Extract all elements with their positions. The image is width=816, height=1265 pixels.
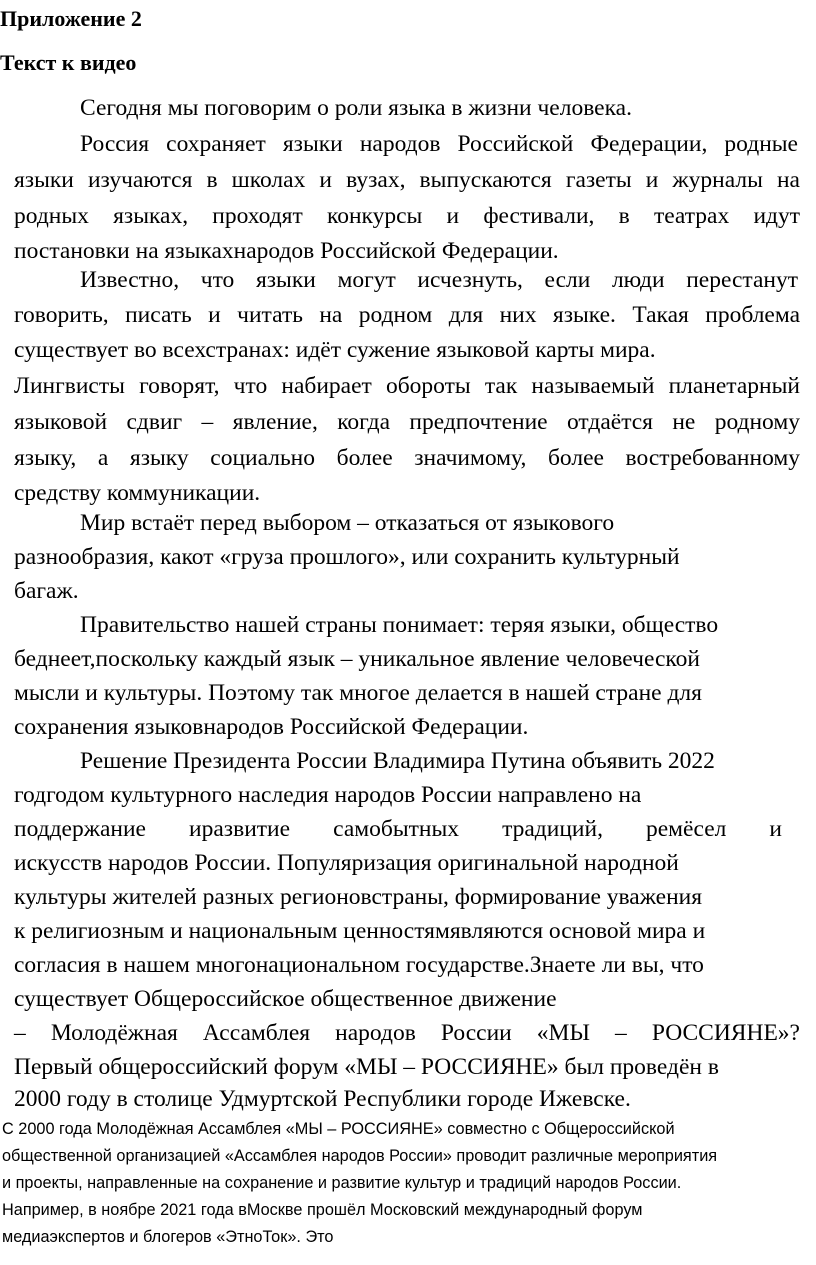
text-line: Решение Президента России Владимира Путина объявить 2022 — [80, 748, 715, 774]
text-line: существует во всехстранах: идёт сужение языковой карты мира. — [14, 337, 656, 363]
text-line: средству коммуникации. — [14, 480, 261, 506]
text-line: 2000 году в столице Удмуртской Республики городе Ижевске. — [14, 1086, 631, 1112]
small-text-line: медиаэкспертов и блогеров «ЭтноТок». Это — [2, 1228, 334, 1246]
appendix-title: Приложение 2 — [0, 6, 142, 31]
small-text-line: общественной организацией «Ассамблея народов России» проводит различные мероприятия — [2, 1147, 718, 1165]
text-line: разнообразия, какот «груза прошлого», или сохранить культурный — [14, 544, 680, 570]
text-line: Лингвисты говорят, что набирает обороты так называемый планетарный — [14, 373, 800, 399]
text-line: мысли и культуры. Поэтому так многое делается в нашей стране для — [14, 680, 702, 706]
text-line: существует Общероссийское общественное движение — [14, 986, 557, 1012]
text-line: искусств народов России. Популяризация оригинальной народной — [14, 850, 679, 876]
small-text-line: Например, в ноябре 2021 года вМоскве прошёл Московский международный форум — [2, 1201, 643, 1219]
text-line: культуры жителей разных регионовстраны, формирование уважения — [14, 884, 703, 910]
text-line: багаж. — [14, 578, 79, 604]
text-line: беднеет,поскольку каждый язык – уникальное явление человеческой — [14, 646, 700, 672]
text-line: языки изучаются в школах и вузах, выпускаются газеты и журналы на — [14, 167, 800, 193]
small-text-line: С 2000 года Молодёжная Ассамблея «МЫ – РОССИЯНЕ» совместно с Общероссийской — [2, 1120, 675, 1138]
text-line: постановки на языкахнародов Российской Федерации. — [14, 238, 559, 264]
text-line: говорить, писать и читать на родном для них языке. Такая проблема — [14, 302, 800, 328]
text-line: Известно, что языки могут исчезнуть, если люди перестанут — [80, 267, 798, 293]
text-line: родных языках, проходят конкурсы и фестивали, в театрах идут — [14, 203, 800, 229]
text-line: сохранения языковнародов Российской Федерации. — [14, 714, 529, 740]
text-line: поддержание иразвитие самобытных традиций, ремёсел и — [14, 816, 782, 842]
text-line: – Молодёжная Ассамблея народов России «МЫ – РОССИЯНЕ»? — [14, 1020, 800, 1046]
text-line: Правительство нашей страны понимает: теряя языки, общество — [80, 612, 719, 638]
text-line: Россия сохраняет языки народов Российской Федерации, родные — [80, 131, 798, 157]
text-line: языковой сдвиг – явление, когда предпочтение отдаётся не родному — [14, 409, 800, 435]
small-text-line: и проекты, направленные на сохранение и развитие культур и традиций народов России. — [2, 1174, 682, 1192]
text-line: языку, а языку социально более значимому, более востребованному — [14, 445, 800, 471]
section-title: Текст к видео — [0, 50, 137, 75]
text-line: годгодом культурного наследия народов России направлено на — [14, 782, 642, 808]
text-line: Первый общероссийский форум «МЫ – РОССИЯНЕ» был проведён в — [14, 1054, 719, 1080]
text-line: Сегодня мы поговорим о роли языка в жизни человека. — [80, 95, 632, 121]
text-line: к религиозным и национальным ценностямявляются основой мира и — [14, 918, 706, 944]
text-line: Мир встаёт перед выбором – отказаться от языкового — [80, 510, 615, 536]
text-line: согласия в нашем многонациональном государстве.Знаете ли вы, что — [14, 952, 704, 978]
